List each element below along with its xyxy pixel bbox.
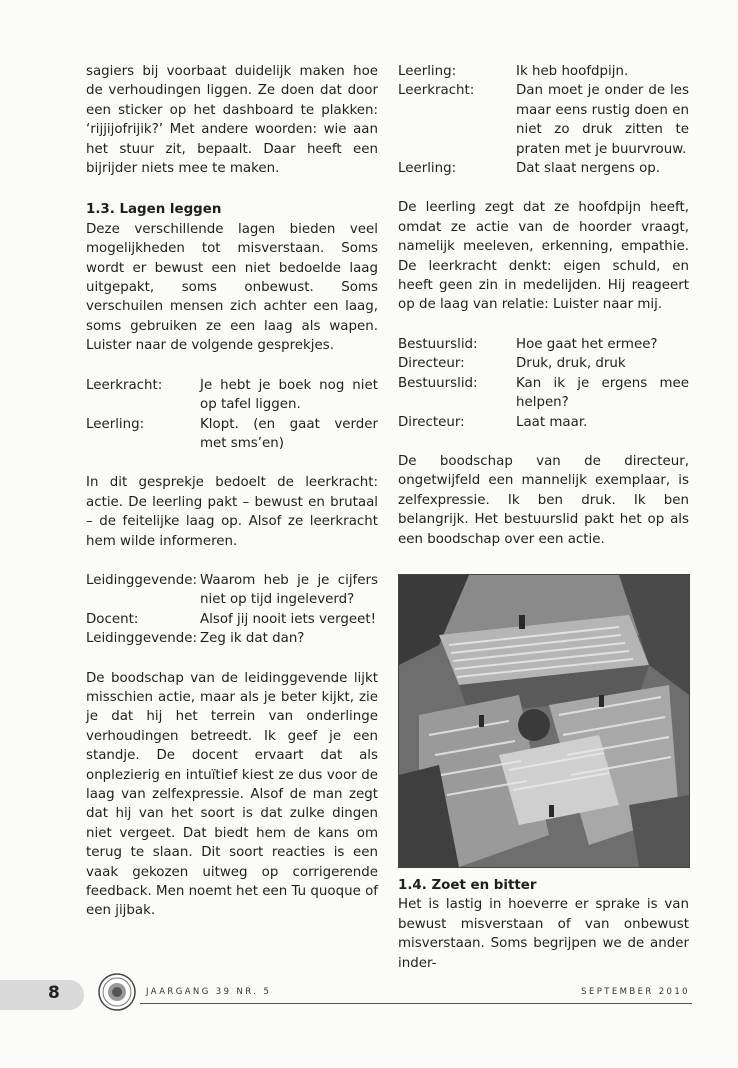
dialog-line: Waarom heb je je cijfers niet op tijd ingeleverd? <box>200 572 378 608</box>
dialog-speaker: Docent: <box>86 611 139 627</box>
right-column <box>398 62 689 549</box>
dialog-speaker: Leerkracht: <box>86 377 163 393</box>
section-heading-1-4: 1.4. Zoet en bitter <box>398 878 537 893</box>
dialog-row <box>398 62 689 81</box>
dialog-row <box>398 354 689 373</box>
right-bottom-section <box>398 876 689 973</box>
dialog-speaker: Leerling: <box>86 416 145 432</box>
dialog-line: Ik heb hoofdpijn. <box>516 64 629 79</box>
dialog-1 <box>86 376 378 454</box>
dialog-line: Kan ik je ergens mee helpen? <box>516 375 689 411</box>
dialog-row <box>398 159 689 178</box>
dialog-row <box>398 374 689 413</box>
dialog-line: Klopt. (en gaat verder met sms’en) <box>200 416 378 451</box>
page-number: 8 <box>48 983 60 1003</box>
dialog-row <box>86 376 378 415</box>
dialog-speaker: Bestuurslid: <box>398 375 478 391</box>
section-1-3-paragraph: Deze verschillende lagen bieden veel mogelijkheden tot misverstaan. Soms wordt er bewust een niet bedoelde laag uitgepakt, soms onbewust. Soms verschuilen mensen zich achter een laag, soms gebruiken ze een laag als wapen. Luister naar de volgende gesprekjes. <box>86 221 378 354</box>
paragraph-r3: Het is lastig in hoeverre er sprake is van bewust misverstaan of van onbewust misverstaan. Soms begrijpen we de ander inder- <box>398 897 689 971</box>
dialog-speaker: Leidinggevende: <box>86 631 198 647</box>
section-heading-1-3: 1.3. Lagen leggen <box>86 202 222 218</box>
journal-seal-icon <box>98 973 136 1011</box>
dialog-line: Alsof jij nooit iets vergeet! <box>200 611 377 627</box>
dialog-speaker: Leerkracht: <box>398 83 475 99</box>
dialog-line: Druk, druk, druk <box>516 356 626 372</box>
dialog-speaker: Directeur: <box>398 356 465 372</box>
dialog-row <box>398 335 689 354</box>
dialog-3 <box>398 62 689 178</box>
dialog-row <box>86 571 378 610</box>
dialog-2 <box>86 571 378 649</box>
dialog-row <box>86 629 378 648</box>
footer-rule <box>140 1003 692 1004</box>
page-tab <box>0 980 84 1010</box>
journal-issue: JAARGANG 39 NR. 5 <box>146 987 272 997</box>
dialog-4 <box>398 335 689 432</box>
dialog-line: Hoe gaat het ermee? <box>516 336 658 352</box>
dialog-row <box>86 415 378 454</box>
dialog-line: Je hebt je boek nog niet op tafel liggen. <box>200 377 378 413</box>
dialog-row <box>398 81 689 159</box>
dialog-row <box>86 610 378 629</box>
paragraph-r2: De boodschap van de directeur, ongetwijfeld een mannelijk exemplaar, is zelfexpressie. Ik ben druk. Ik ben belangrijk. Het bestuurslid pakt het op als een boodschap over een actie. <box>398 453 689 547</box>
dialog-speaker: Leerling: <box>398 161 457 177</box>
page-footer <box>0 972 738 1012</box>
dialog-speaker: Bestuurslid: <box>398 336 478 352</box>
dialog-line: Zeg ik dat dan? <box>200 631 305 647</box>
staircase-illustration <box>399 575 689 867</box>
dialog-row <box>398 413 689 432</box>
dialog-speaker: Directeur: <box>398 414 465 430</box>
issue-date: SEPTEMBER 2010 <box>581 987 690 997</box>
paragraph-2: In dit gesprekje bedoelt de leerkracht: actie. De leerling pakt – bewust en brutaal – de feitelijke laag op. Alsof ze leerkracht hem wilde informeren. <box>86 475 378 549</box>
dialog-line: Dan moet je onder de les maar eens rustig doen en niet zo druk zitten te praten met je buurvrouw. <box>516 83 689 157</box>
dialog-speaker: Leidinggevende: <box>86 572 198 588</box>
dialog-line: Laat maar. <box>516 414 588 430</box>
relativity-staircase-image <box>398 574 690 868</box>
intro-paragraph: sagiers bij voorbaat duidelijk maken hoe de verhoudingen liggen. Ze doen dat door een sticker op het dashboard te plakken: ‘rijjijofrijik?’ Met andere woorden: wie aan het stuur zit, bepaalt. Daar heeft een bijrijder niets mee te maken. <box>86 64 378 177</box>
paragraph-3: De boodschap van de leidinggevende lijkt misschien actie, maar als je beter kijkt, zie je dat hij het terrein van onderlinge verhoudingen betreedt. Ik geef je een standje. De docent ervaart dat als onplezierig en intuïtief kiest ze dus voor de laag van zelfexpressie. Alsof de man zegt dat hij van het soort is dat zulke dingen niet vergeet. Dat biedt hem de kans om terug te slaan. Dit soort reacties is een vaak gekozen uitweg op corrigerende feedback. Men noemt het een Tu quoque of een jijbak. <box>86 670 378 919</box>
dialog-line: Dat slaat nergens op. <box>516 161 661 177</box>
dialog-speaker: Leerling: <box>398 64 457 79</box>
left-column <box>86 62 378 921</box>
paragraph-r1: De leerling zegt dat ze hoofdpijn heeft, omdat ze actie van de hoorder vraagt, namelijk meeleven, erkenning, empathie. De leerkracht denkt: eigen schuld, en heeft geen zin in medelijden. Hij reageert op de laag van relatie: Luister naar mij. <box>398 200 689 313</box>
